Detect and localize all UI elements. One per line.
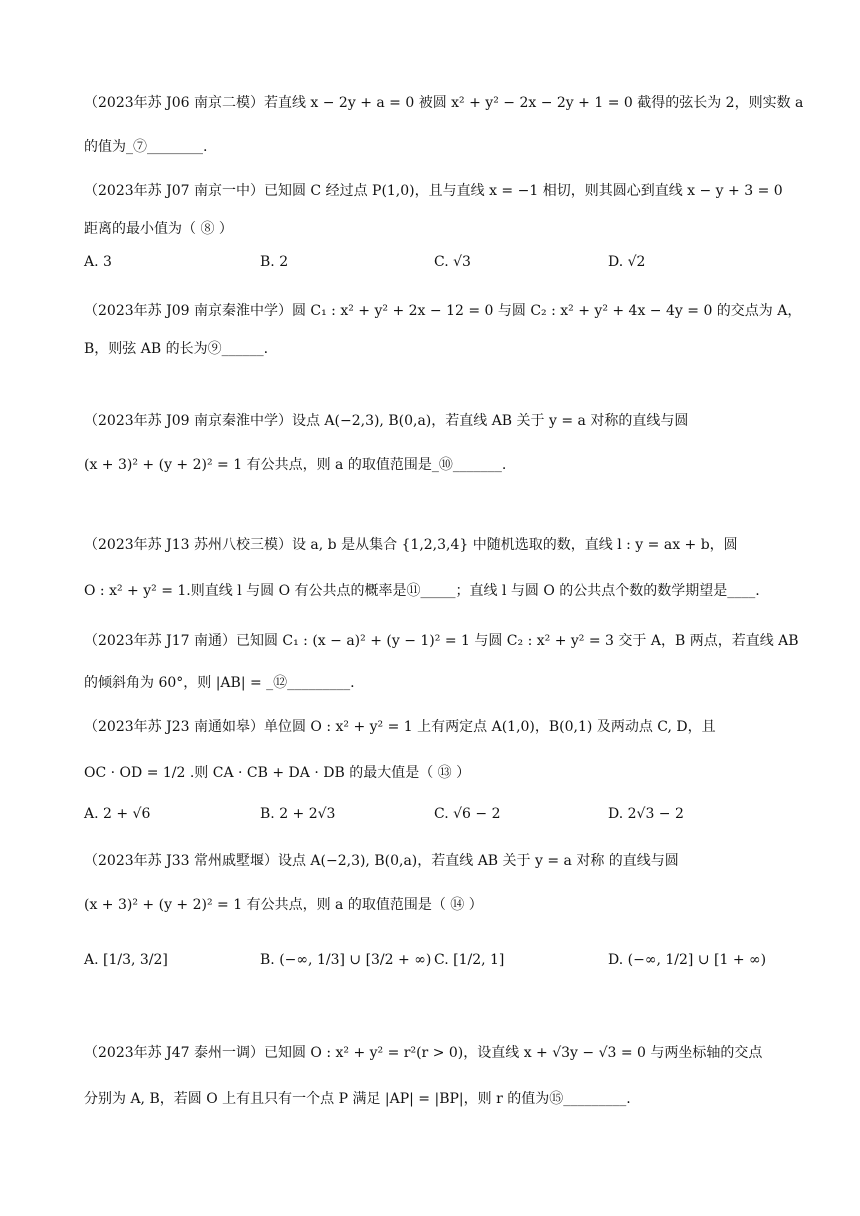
problem-3-line-1: （2023年苏 J09 南京秦淮中学）圆 C₁ : x² + y² + 2x − 12 = 0 与圆 C₂ : x² + y² + 4x − 4y = 0 的交点为 A， [84,303,802,319]
problem-7-line-2: OC · OD = 1/2 .则 CA · CB + DA · DB 的最大值是（ ⑬ ） [84,765,471,781]
problem-8-line-1: （2023年苏 J33 常州戚墅堰）设点 A(−2,3), B(0,a)，若直线 AB 关于 y = a 对称 的直线与圆 [84,853,679,869]
problem-7-option-c: C. √6 − 2 [434,806,501,822]
problem-8-line-2: (x + 3)² + (y + 2)² = 1 有公共点，则 a 的取值范围是（ ⑭ ） [84,897,483,913]
problem-4-line-1: （2023年苏 J09 南京秦淮中学）设点 A(−2,3), B(0,a)，若直线 AB 关于 y = a 对称的直线与圆 [84,413,689,429]
problem-6-line-1: （2023年苏 J17 南通）已知圆 C₁ : (x − a)² + (y − 1)² = 1 与圆 C₂ : x² + y² = 3 交于 A，B 两点，若直线 AB [84,633,799,649]
problem-6-line-2: 的倾斜角为 60°，则 |AB| = _⑫_________. [84,675,355,691]
problem-7-option-b: B. 2 + 2√3 [260,806,336,822]
problem-2-option-a: A. 3 [84,254,112,270]
problem-9-line-1: （2023年苏 J47 泰州一调）已知圆 O : x² + y² = r²(r > 0)，设直线 x + √3y − √3 = 0 与两坐标轴的交点 [84,1045,763,1061]
problem-3-line-2: B，则弦 AB 的长为⑨______. [84,341,269,357]
problem-7-option-a: A. 2 + √6 [84,806,151,822]
problem-8-option-d: D. (−∞, 1/2] ∪ [1 + ∞) [608,952,767,968]
problem-5-line-1: （2023年苏 J13 苏州八校三模）设 a, b 是从集合 {1,2,3,4} 中随机选取的数，直线 l : y = ax + b，圆 [84,537,738,553]
problem-2-option-d: D. √2 [608,254,646,270]
problem-1-line-2: 的值为_⑦________. [84,139,208,155]
problem-2-line-2: 距离的最小值为（ ⑧ ） [84,221,233,237]
problem-8-option-a: A. [1/3, 3/2] [84,952,168,968]
problem-8-option-c: C. [1/2, 1] [434,952,505,968]
problem-1-line-1: （2023年苏 J06 南京二模）若直线 x − 2y + a = 0 被圆 x² + y² − 2x − 2y + 1 = 0 截得的弦长为 2，则实数 a [84,95,804,111]
problem-7-line-1: （2023年苏 J23 南通如皋）单位圆 O : x² + y² = 1 上有两定点 A(1,0)，B(0,1) 及两动点 C, D，且 [84,719,716,735]
problem-8-option-b: B. (−∞, 1/3] ∪ [3/2 + ∞) [260,952,432,968]
problem-2-option-b: B. 2 [260,254,289,270]
problem-2-option-c: C. √3 [434,254,471,270]
problem-5-line-2: O : x² + y² = 1.则直线 l 与圆 O 有公共点的概率是⑪_____；直线 l 与圆 O 的公共点个数的数学期望是____. [84,583,760,599]
problem-9-line-2: 分别为 A, B，若圆 O 上有且只有一个点 P 满足 |AP| = |BP|，则 r 的值为⑮_________. [84,1091,631,1107]
problem-7-option-d: D. 2√3 − 2 [608,806,684,822]
problem-4-line-2: (x + 3)² + (y + 2)² = 1 有公共点，则 a 的取值范围是_⑩_______. [84,457,507,473]
problem-2-line-1: （2023年苏 J07 南京一中）已知圆 C 经过点 P(1,0)，且与直线 x = −1 相切，则其圆心到直线 x − y + 3 = 0 [84,183,783,199]
